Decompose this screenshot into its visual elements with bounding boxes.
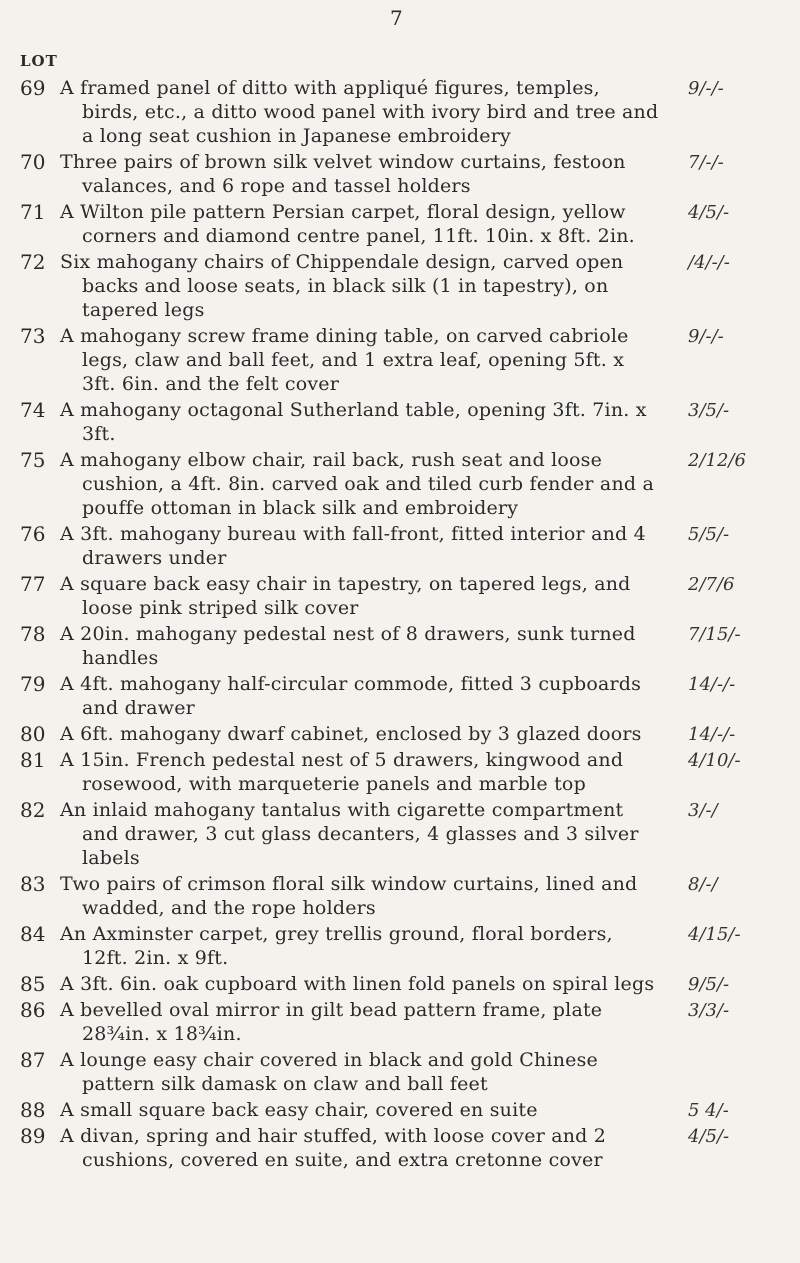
lot-number: 78 bbox=[20, 622, 46, 646]
lot-list bbox=[0, 74, 800, 1172]
lot-description: A square back easy chair in tapestry, on tapered legs, and loose pink striped silk cover bbox=[60, 573, 631, 619]
lot-entry bbox=[0, 1046, 800, 1096]
lot-entry bbox=[0, 746, 800, 796]
lot-description: Three pairs of brown silk velvet window curtains, festoon valances, and 6 rope and tassel holders bbox=[60, 151, 626, 197]
lot-description: Two pairs of crimson floral silk window curtains, lined and wadded, and the rope holders bbox=[60, 873, 638, 919]
lot-description: A framed panel of ditto with appliqué figures, temples, birds, etc., a ditto wood panel with ivory bird and tree and a long seat cushion in Japanese embroidery bbox=[60, 77, 659, 147]
lot-entry bbox=[0, 1122, 800, 1172]
lot-description: A 6ft. mahogany dwarf cabinet, enclosed by 3 glazed doors bbox=[60, 723, 642, 745]
lot-description: A mahogany elbow chair, rail back, rush seat and loose cushion, a 4ft. 8in. carved oak and tiled curb fender and a pouffe ottoman in black silk and embroidery bbox=[60, 449, 655, 519]
lot-entry bbox=[0, 74, 800, 148]
lot-price-handwritten: 4/5/- bbox=[688, 202, 730, 223]
lot-entry bbox=[0, 148, 800, 198]
lot-price-handwritten: 5/5/- bbox=[688, 524, 730, 545]
lot-number: 86 bbox=[20, 998, 46, 1022]
page-number: 7 bbox=[390, 6, 403, 30]
lot-number: 74 bbox=[20, 398, 46, 422]
lot-number: 81 bbox=[20, 748, 46, 772]
lot-price-handwritten: /4/-/- bbox=[688, 252, 730, 273]
lot-entry bbox=[0, 322, 800, 396]
lot-number: 82 bbox=[20, 798, 46, 822]
lot-description: A 4ft. mahogany half-circular commode, fitted 3 cupboards and drawer bbox=[60, 673, 642, 719]
lot-price-handwritten: 3/5/- bbox=[688, 400, 730, 421]
lot-entry bbox=[0, 620, 800, 670]
lot-number: 83 bbox=[20, 872, 46, 896]
lot-description: Six mahogany chairs of Chippendale design, carved open backs and loose seats, in black silk (1 in tapestry), on tapered legs bbox=[60, 251, 624, 321]
lot-price-handwritten: 4/10/- bbox=[688, 750, 741, 771]
lot-description: A mahogany octagonal Sutherland table, opening 3ft. 7in. x 3ft. bbox=[60, 399, 647, 445]
lot-price-handwritten bbox=[662, 1046, 800, 1050]
lot-entry bbox=[0, 720, 800, 746]
lot-entry bbox=[0, 520, 800, 570]
lot-description: A 15in. French pedestal nest of 5 drawers, kingwood and rosewood, with marqueterie panels and marble top bbox=[60, 749, 624, 795]
lot-description: A divan, spring and hair stuffed, with loose cover and 2 cushions, covered en suite, and extra cretonne cover bbox=[60, 1125, 607, 1171]
lot-description: A mahogany screw frame dining table, on carved cabriole legs, claw and ball feet, and 1 extra leaf, opening 5ft. x 3ft. 6in. and the felt cover bbox=[60, 325, 629, 395]
lot-column-header: LOT bbox=[20, 52, 58, 70]
lot-entry bbox=[0, 920, 800, 970]
lot-number: 76 bbox=[20, 522, 46, 546]
lot-entry bbox=[0, 446, 800, 520]
lot-price-handwritten: 4/5/- bbox=[688, 1126, 730, 1147]
lot-number: 88 bbox=[20, 1098, 46, 1122]
lot-number: 73 bbox=[20, 324, 46, 348]
lot-description: An inlaid mahogany tantalus with cigarette compartment and drawer, 3 cut glass decanters, 4 glasses and 3 silver labels bbox=[60, 799, 639, 869]
lot-entry bbox=[0, 670, 800, 720]
lot-number: 75 bbox=[20, 448, 46, 472]
lot-price-handwritten: 2/7/6 bbox=[688, 574, 735, 595]
lot-description: A small square back easy chair, covered en suite bbox=[60, 1099, 538, 1121]
lot-description: A bevelled oval mirror in gilt bead pattern frame, plate 28¾in. x 18¾in. bbox=[60, 999, 603, 1045]
lot-entry bbox=[0, 970, 800, 996]
lot-entry bbox=[0, 1096, 800, 1122]
lot-price-handwritten: 9/5/- bbox=[688, 974, 730, 995]
lot-number: 85 bbox=[20, 972, 46, 996]
lot-entry bbox=[0, 248, 800, 322]
lot-number: 72 bbox=[20, 250, 46, 274]
lot-price-handwritten: 8/-/ bbox=[688, 874, 718, 895]
lot-entry bbox=[0, 796, 800, 870]
lot-number: 71 bbox=[20, 200, 46, 224]
lot-number: 70 bbox=[20, 150, 46, 174]
lot-entry bbox=[0, 996, 800, 1046]
lot-number: 87 bbox=[20, 1048, 46, 1072]
lot-entry bbox=[0, 870, 800, 920]
lot-description: A lounge easy chair covered in black and gold Chinese pattern silk damask on claw and ball feet bbox=[60, 1049, 598, 1095]
lot-price-handwritten: 9/-/- bbox=[688, 78, 724, 99]
lot-price-handwritten: 4/15/- bbox=[688, 924, 741, 945]
lot-entry bbox=[0, 570, 800, 620]
lot-description: A 3ft. mahogany bureau with fall-front, fitted interior and 4 drawers under bbox=[60, 523, 646, 569]
lot-description: A 3ft. 6in. oak cupboard with linen fold panels on spiral legs bbox=[60, 973, 655, 995]
lot-price-handwritten: 3/3/- bbox=[688, 1000, 730, 1021]
lot-price-handwritten: 5 4/- bbox=[688, 1100, 729, 1121]
lot-price-handwritten: 3/-/ bbox=[688, 800, 718, 821]
lot-price-handwritten: 2/12/6 bbox=[688, 450, 746, 471]
lot-number: 84 bbox=[20, 922, 46, 946]
lot-price-handwritten: 7/15/- bbox=[688, 624, 741, 645]
lot-price-handwritten: 14/-/- bbox=[688, 724, 736, 745]
lot-number: 79 bbox=[20, 672, 46, 696]
lot-entry bbox=[0, 198, 800, 248]
lot-description: An Axminster carpet, grey trellis ground, floral borders, 12ft. 2in. x 9ft. bbox=[60, 923, 613, 969]
lot-number: 77 bbox=[20, 572, 46, 596]
lot-description: A Wilton pile pattern Persian carpet, floral design, yellow corners and diamond centre panel, 11ft. 10in. x 8ft. 2in. bbox=[60, 201, 635, 247]
lot-number: 80 bbox=[20, 722, 46, 746]
lot-description: A 20in. mahogany pedestal nest of 8 drawers, sunk turned handles bbox=[60, 623, 636, 669]
lot-number: 89 bbox=[20, 1124, 46, 1148]
lot-number: 69 bbox=[20, 76, 46, 100]
lot-entry bbox=[0, 396, 800, 446]
lot-price-handwritten: 7/-/- bbox=[688, 152, 724, 173]
lot-price-handwritten: 9/-/- bbox=[688, 326, 724, 347]
lot-price-handwritten: 14/-/- bbox=[688, 674, 736, 695]
